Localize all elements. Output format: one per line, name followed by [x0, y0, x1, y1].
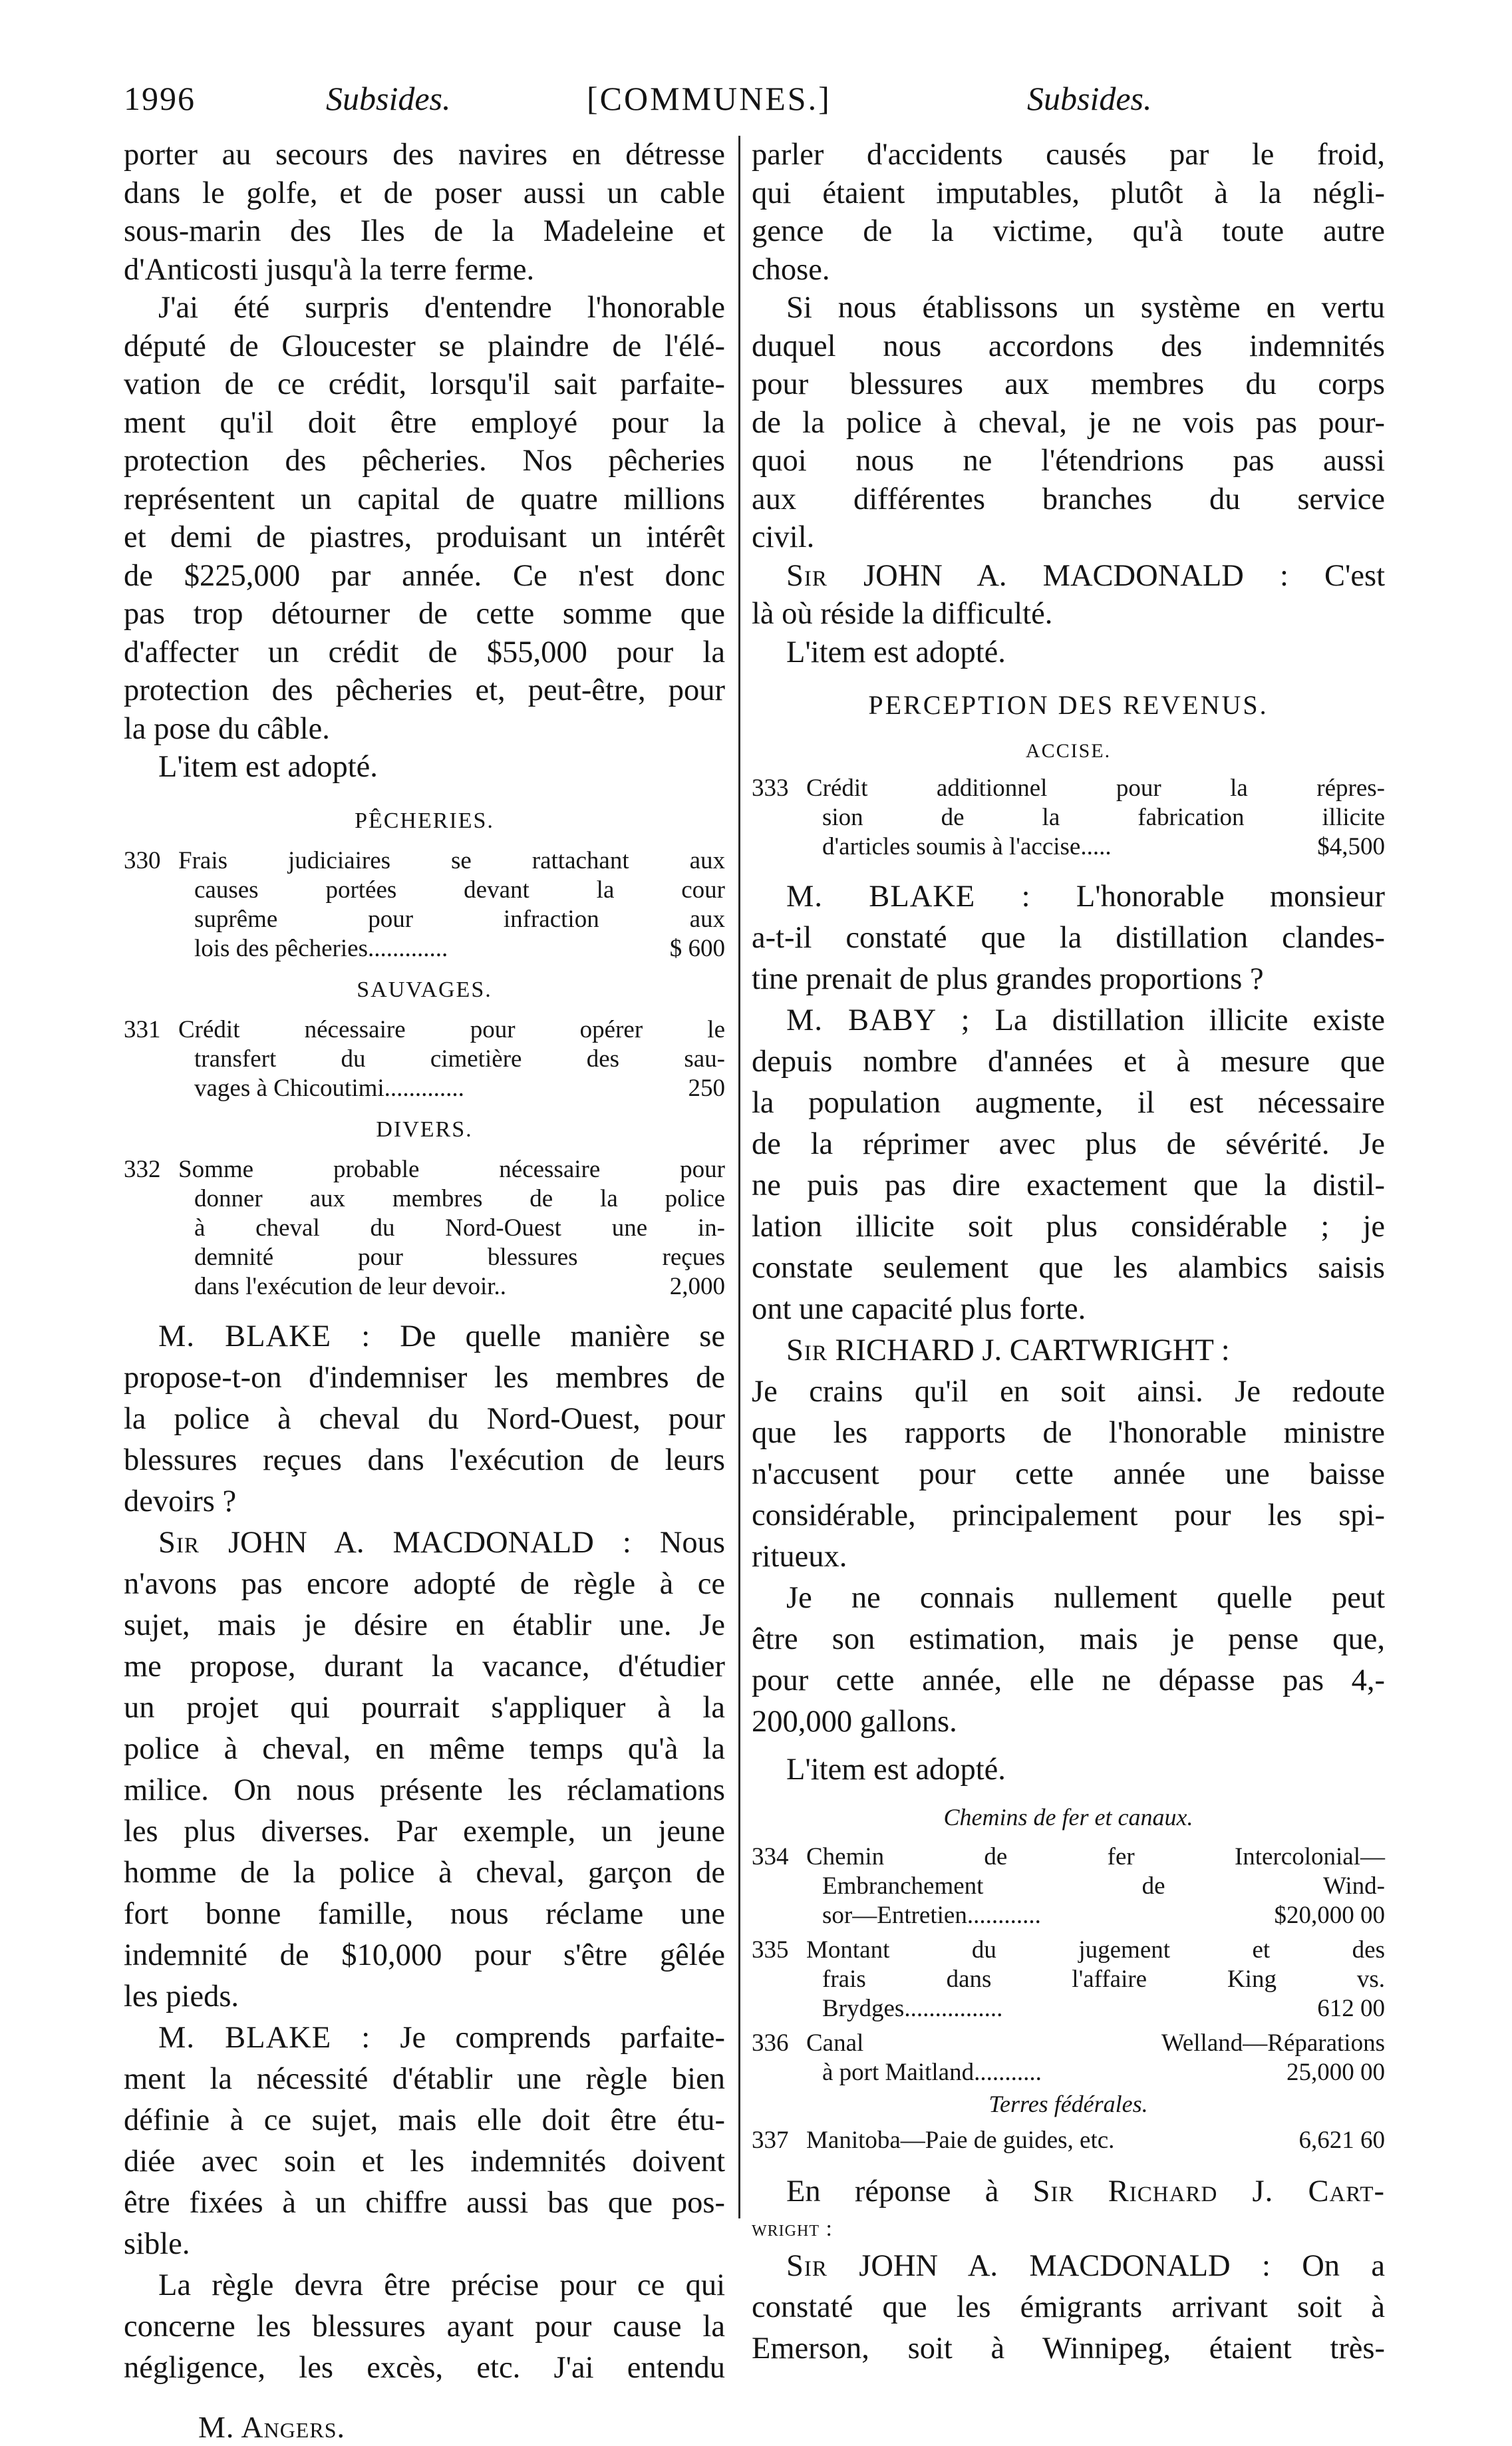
speech-line: ont une capacité plus forte. — [752, 1292, 1086, 1326]
text-line: représentent un capital de quatre millions — [124, 482, 725, 516]
text-line: dans le golfe, et de poser aussi un cable — [124, 176, 725, 210]
item-line: transfert du cimetière des sau- — [194, 1045, 725, 1073]
left-column — [124, 136, 725, 2446]
text-line: vation de ce crédit, lorsqu'il sait parfaite- — [124, 367, 725, 401]
column-divider — [738, 136, 740, 2218]
speaker-title: Sir — [158, 1525, 200, 1560]
item-number: 331 — [124, 1015, 161, 1043]
text-line: de la police à cheval, je ne vois pas pour- — [752, 405, 1385, 440]
speech-line — [124, 2017, 725, 2059]
speaker-name: M. BABY ; — [786, 1003, 971, 1037]
text-line: quoi nous ne l'étendrions pas aussi — [752, 444, 1385, 478]
speech — [124, 1316, 725, 1522]
speech-line: diée avec soin et les indemnités doivent — [124, 2144, 725, 2179]
speaker-title: Sir — [1032, 2175, 1074, 2208]
item-line — [752, 2058, 1385, 2087]
item-line: causes portées devant la cour — [194, 876, 725, 904]
item-line — [752, 1901, 1385, 1930]
right-column — [752, 136, 1385, 2369]
budget-item — [752, 2029, 1385, 2087]
text-line: 200,000 gallons. — [752, 1705, 957, 1739]
item-amount: 250 — [688, 1074, 725, 1102]
text-line: député de Gloucester se plaindre de l'élé- — [124, 329, 725, 363]
speech-line: wright : — [752, 2216, 833, 2241]
item-line: donner aux membres de la police — [194, 1184, 725, 1212]
speech — [752, 2246, 1385, 2369]
text-line: et demi de piastres, produisant un intérêt — [124, 520, 725, 554]
speech-line: considérable, principalement pour les spi- — [752, 1498, 1385, 1532]
speech-line — [752, 876, 1385, 918]
paragraph — [752, 1578, 1385, 1743]
text-line: J'ai été surpris d'entendre l'honorable — [158, 291, 725, 325]
paragraph — [752, 136, 1385, 289]
speech-line: les plus diverses. Par exemple, un jeune — [124, 1814, 725, 1848]
item-line — [752, 832, 1385, 862]
text-line: protection des pêcheries et, peut-être, pour — [124, 673, 725, 707]
budget-item — [752, 1842, 1385, 1930]
text-line: chose. — [752, 252, 830, 287]
speaker-name: M. BLAKE : — [158, 1319, 371, 1353]
speech-text: Nous — [659, 1525, 726, 1560]
speaker-name: JOHN A. MACDONALD : — [227, 1525, 631, 1560]
speech-line: a-t-il constaté que la distillation clandes- — [752, 921, 1385, 955]
speech-line: homme de la police à cheval, garçon de — [124, 1855, 725, 1890]
item-text: dans l'exécution de leur devoir.. — [194, 1272, 507, 1300]
item-number: 333 — [752, 775, 789, 802]
running-head-right: Subsides. — [1027, 80, 1152, 117]
item-line: Chemin de fer Intercolonial— — [806, 1843, 1385, 1870]
section-heading: PERCEPTION DES REVENUS. — [868, 690, 1269, 720]
speech — [752, 2171, 1385, 2246]
speaker-name: Richard J. Cart- — [1108, 2175, 1386, 2208]
text-line: La règle devra être précise pour ce qui — [158, 2268, 725, 2302]
speech-text: L'honorable monsieur — [1076, 880, 1385, 914]
text-line: négligence, les excès, etc. J'ai entendu — [124, 2350, 725, 2385]
text-line: d'affecter un crédit de $55,000 pour la — [124, 635, 725, 669]
page-number: 1996 — [124, 80, 196, 117]
section-heading: SAUVAGES. — [357, 977, 492, 1002]
item-line: frais dans l'affaire King vs. — [822, 1966, 1385, 1993]
text-line: pour cette année, elle ne dépasse pas 4,- — [752, 1663, 1385, 1697]
speech-line: milice. On nous présente les réclamations — [124, 1773, 725, 1807]
speech — [124, 1522, 725, 2017]
item-adopted: L'item est adopté. — [786, 1753, 1006, 1787]
text-line: civil. — [752, 520, 815, 554]
speech-text: C'est — [1324, 558, 1386, 593]
item-amount: $ 600 — [669, 934, 725, 962]
speech-line: ne puis pas dire exactement que la distil- — [752, 1168, 1385, 1202]
running-head-left: Subsides. — [326, 80, 451, 117]
item-amount: $4,500 — [1317, 833, 1385, 860]
speech — [752, 557, 1385, 633]
speech-line: devoirs ? — [124, 1484, 237, 1518]
budget-item — [124, 846, 725, 963]
speech-line: de la réprimer avec plus de sévérité. Je — [752, 1127, 1385, 1161]
item-amount: $20,000 00 — [1274, 1902, 1385, 1929]
speech-line: Je crains qu'il en soit ainsi. Je redoute — [752, 1375, 1385, 1409]
item-line: Crédit nécessaire pour opérer le — [178, 1015, 725, 1043]
text-line: Si nous établissons un système en vertu — [786, 291, 1385, 325]
item-number: 337 — [752, 2127, 789, 2154]
speech-line: tine prenait de plus grandes proportions ? — [752, 962, 1264, 996]
speech-line: ritueux. — [752, 1540, 847, 1574]
item-line: suprême pour infraction aux — [194, 905, 725, 933]
text-line: être son estimation, mais je pense que, — [752, 1622, 1385, 1656]
speech-line — [752, 557, 1385, 596]
item-adopted: L'item est adopté. — [786, 635, 1006, 669]
speech-line: sujet, mais je désire en établir une. Je — [124, 1608, 725, 1642]
speech-line: constate seulement que les alambics saisis — [752, 1251, 1385, 1285]
running-head-center: [COMMUNES.] — [587, 80, 832, 117]
speech-line: la police à cheval du Nord-Ouest, pour — [124, 1401, 725, 1436]
speech-line: les pieds. — [124, 1979, 239, 2013]
speech-line — [752, 2171, 1385, 2212]
item-text: d'articles soumis à l'accise..... — [822, 833, 1112, 860]
text-line: protection des pêcheries. Nos pêcheries — [124, 444, 725, 478]
speech-text: En réponse à — [786, 2175, 999, 2208]
text-line: d'Anticosti jusqu'à la terre ferme. — [124, 252, 535, 287]
speech-line: indemnité de $10,000 pour s'être gêlée — [124, 1938, 725, 1972]
speech-line: police à cheval, en même temps qu'à la — [124, 1731, 725, 1766]
speech-line: définie à ce sujet, mais elle doit être étu- — [124, 2103, 725, 2137]
item-amount: 612 00 — [1317, 1995, 1385, 2022]
speech-line: la population augmente, il est nécessaire — [752, 1086, 1385, 1120]
speech-text: De quelle manière se — [400, 1319, 726, 1353]
item-line: Embranchement de Wind- — [822, 1872, 1385, 1900]
text-line: aux différentes branches du service — [752, 482, 1385, 516]
speech-line: blessures reçues dans l'exécution de leurs — [124, 1443, 725, 1477]
speech-line: que les rapports de l'honorable ministre — [752, 1416, 1385, 1450]
item-line: Crédit additionnel pour la répres- — [806, 775, 1385, 802]
paragraph — [752, 289, 1385, 557]
item-number: 335 — [752, 1936, 789, 1964]
speaker-name: JOHN A. MACDONALD : — [863, 558, 1288, 593]
speaker-title: Sir — [786, 2249, 828, 2283]
speaker-name: M. BLAKE : — [786, 880, 1031, 914]
speech-line — [752, 2246, 1385, 2287]
item-line — [124, 1074, 725, 1103]
speech-line: sible. — [124, 2226, 190, 2261]
item-line — [752, 1994, 1385, 2023]
speech — [752, 1330, 1385, 1578]
speech — [752, 1000, 1385, 1330]
speaker-name: JOHN A. MACDONALD : — [859, 2249, 1271, 2283]
speech-line: constaté que les émigrants arrivant soit à — [752, 2290, 1385, 2324]
speech-line — [752, 1330, 1385, 1371]
item-line: demnité pour blessures reçues — [194, 1243, 725, 1271]
text-line: concerne les blessures ayant pour cause la — [124, 2309, 725, 2344]
speaker-title: Sir — [786, 1333, 828, 1367]
item-number: 336 — [752, 2029, 789, 2057]
item-line — [124, 934, 725, 963]
speaker-signature: M. Angers. — [198, 2409, 345, 2444]
speech-line: propose-t-on d'indemniser les membres de — [124, 1360, 725, 1395]
text-line: de $225,000 par année. Ce n'est donc — [124, 558, 725, 593]
item-text: lois des pêcheries............. — [194, 934, 448, 962]
speaker-name: M. BLAKE : — [158, 2020, 371, 2055]
budget-item — [124, 1155, 725, 1302]
paragraph — [124, 289, 725, 748]
text-line: sous-marin des Iles de la Madeleine et — [124, 214, 725, 248]
item-line: Somme probable nécessaire pour — [178, 1155, 725, 1183]
paragraph — [124, 136, 725, 289]
speaker-title: Sir — [786, 558, 828, 593]
item-line — [124, 1272, 725, 1302]
speech — [752, 876, 1385, 1000]
speech-text: On a — [1302, 2249, 1386, 2283]
text-line: pour blessures aux membres du corps — [752, 367, 1385, 401]
budget-item — [124, 1015, 725, 1103]
speech-text: La distillation illicite existe — [994, 1003, 1386, 1037]
text-line: pas trop détourner de cette somme que — [124, 597, 725, 631]
speech-line — [752, 1000, 1385, 1041]
item-amount: 2,000 — [669, 1272, 725, 1300]
text-line: duquel nous accordons des indemnités — [752, 329, 1385, 363]
speech-line: lation illicite soit plus considérable ; je — [752, 1210, 1385, 1244]
text-line: gence de la victime, qu'à toute autre — [752, 214, 1385, 248]
text-line: parler d'accidents causés par le froid, — [752, 138, 1385, 172]
section-subheading: ACCISE. — [1025, 740, 1112, 762]
item-line: Canal Welland—Réparations — [806, 2029, 1385, 2057]
speech-line: un projet qui pourrait s'appliquer à la — [124, 1690, 725, 1725]
speech — [124, 2017, 725, 2265]
item-text: à port Maitland........... — [822, 2059, 1042, 2086]
section-heading: Chemins de fer et canaux. — [943, 1804, 1193, 1831]
budget-item — [752, 2126, 1385, 2155]
item-line: Frais judiciaires se rattachant aux — [178, 846, 725, 874]
item-adopted: L'item est adopté. — [158, 750, 378, 784]
speech-line: me propose, durant la vacance, d'étudier — [124, 1649, 725, 1683]
paragraph — [124, 2265, 725, 2389]
item-line: à cheval du Nord-Ouest une in- — [194, 1214, 725, 1242]
section-heading: PÊCHERIES. — [355, 808, 494, 833]
speech-line: Emerson, soit à Winnipeg, étaient très- — [752, 2332, 1385, 2365]
item-amount: 6,621 60 — [1298, 2127, 1385, 2154]
speech-line: ment la nécessité d'établir une règle bien — [124, 2061, 725, 2096]
text-line: porter au secours des navires en détresse — [124, 138, 725, 172]
speech-line — [124, 1522, 725, 1564]
item-text: Brydges................ — [822, 1995, 1003, 2022]
budget-item — [752, 1936, 1385, 2023]
speech-line: depuis nombre d'années et à mesure que — [752, 1045, 1385, 1079]
item-text: vages à Chicoutimi............. — [194, 1074, 464, 1102]
item-amount: 25,000 00 — [1286, 2059, 1385, 2086]
item-number: 332 — [124, 1155, 161, 1183]
item-number: 334 — [752, 1843, 789, 1870]
text-line: qui étaient imputables, plutôt à la négli- — [752, 176, 1385, 210]
speech-line: fort bonne famille, nous réclame une — [124, 1896, 725, 1931]
item-line: Montant du jugement et des — [806, 1936, 1385, 1964]
section-heading: DIVERS. — [376, 1117, 473, 1142]
budget-item — [752, 774, 1385, 862]
item-line: sion de la fabrication illicite — [822, 804, 1385, 831]
speech-line — [124, 1316, 725, 1357]
speech-text: Je comprends parfaite- — [400, 2020, 726, 2055]
text-line: Je ne connais nullement quelle peut — [786, 1581, 1385, 1615]
speech-line: là où réside la difficulté. — [752, 597, 1053, 631]
item-text: Manitoba—Paie de guides, etc. — [806, 2127, 1115, 2154]
item-text: sor—Entretien............ — [822, 1902, 1041, 1929]
text-line: la pose du câble. — [124, 711, 330, 746]
text-line: ment qu'il doit être employé pour la — [124, 405, 725, 440]
item-line — [752, 2126, 1385, 2155]
speech-line: n'avons pas encore adopté de règle à ce — [124, 1566, 725, 1601]
speaker-name: RICHARD J. CARTWRIGHT : — [835, 1333, 1230, 1367]
speech-line: être fixées à un chiffre aussi bas que pos- — [124, 2185, 725, 2220]
section-heading: Terres fédérales. — [988, 2091, 1148, 2117]
item-number: 330 — [124, 846, 161, 874]
speech-line: n'accusent pour cette année une baisse — [752, 1457, 1385, 1491]
